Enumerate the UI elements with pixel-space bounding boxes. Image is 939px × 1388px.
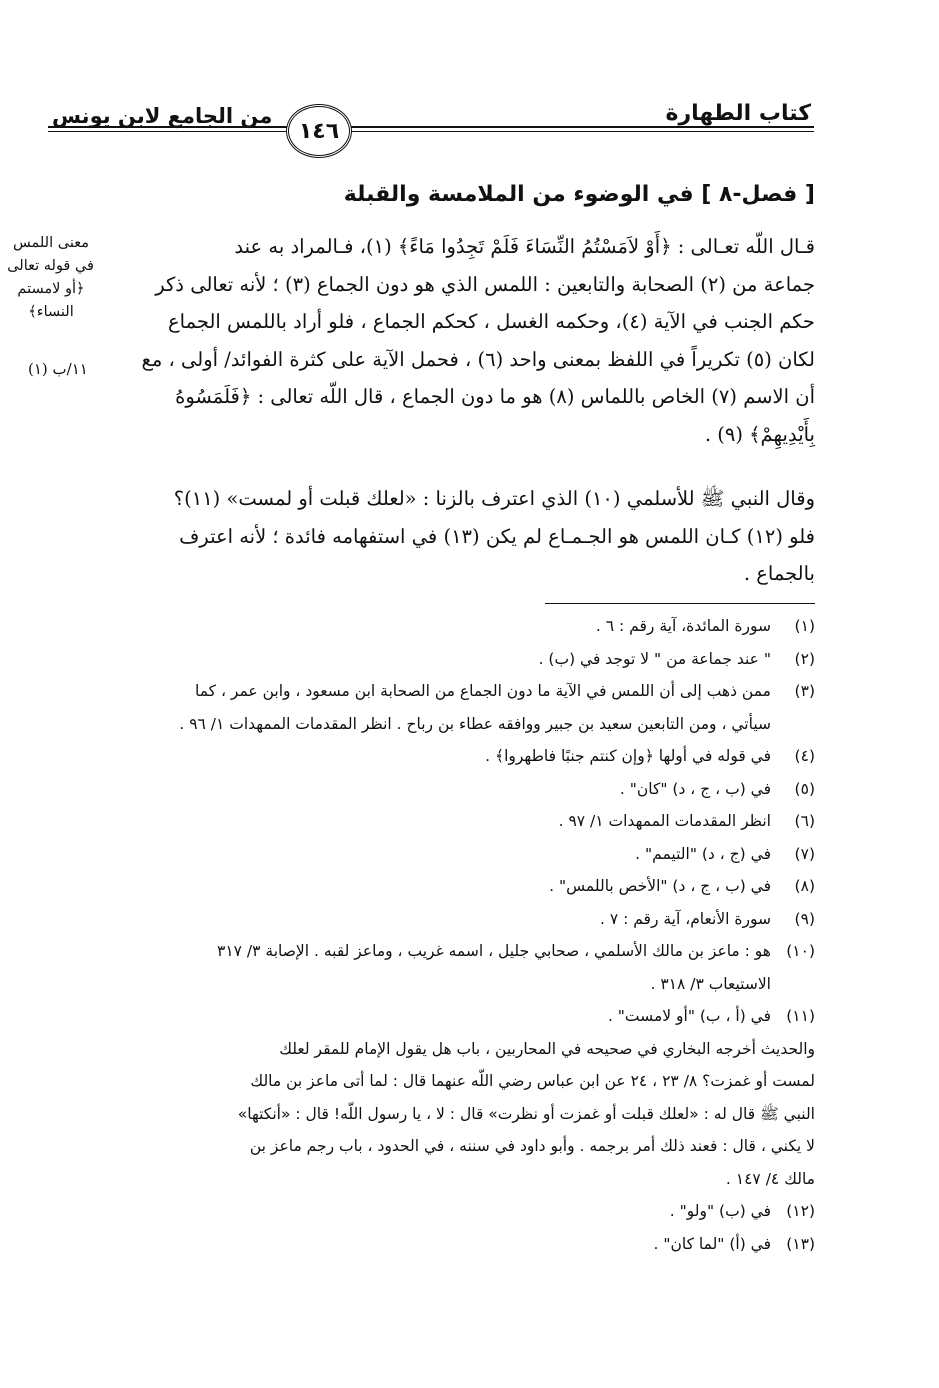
footnote-text: سورة الأنعام، آية رقم : ٧ . xyxy=(599,909,771,928)
footnote xyxy=(115,1195,815,1228)
footnote-text: في (ب ، ج ، د) "الأخص باللمس" . xyxy=(549,877,771,895)
text-line: جماعة من (٢) الصحابة والتابعين : اللمس الذي هو دون الجماع (٣) ؛ لأنه تعالى ذكر xyxy=(155,272,815,296)
text-line: حكم الجنب في الآية (٤)، وحكمه الغسل ، كحكم الجماع ، فلو أراد باللمس الجماع xyxy=(168,310,815,333)
footnote-text: سورة المائدة، آية رقم : ٦ . xyxy=(595,617,771,635)
footnote-number: (١١) xyxy=(786,1007,815,1025)
hadith-note-line: لا يكني ، قال : فعند ذلك أمر برجمه . وأبو داود في سننه ، في الحدود ، باب رجم ماعز بن xyxy=(249,1137,815,1155)
footnote-number: (٢) xyxy=(794,649,815,668)
page-number-medallion xyxy=(286,104,352,158)
footnotes xyxy=(115,610,815,1260)
hadith-note xyxy=(115,1033,815,1196)
chapter-header: كتاب الطهارة xyxy=(665,101,811,126)
footnote-text: في قوله في أولها ﴿وإن كنتم جنبًا فاطهروا﴾ . xyxy=(485,747,771,765)
footnote-text: في (أ) "لما كان" . xyxy=(653,1234,771,1253)
footnote xyxy=(115,675,815,740)
footnote-number: (٩) xyxy=(794,909,815,928)
footnote-number: (٧) xyxy=(794,844,815,863)
hadith-note-line: والحديث أخرجه البخاري في صحيحه في المحاربين ، باب هل يقول الإمام للمقر لعلك xyxy=(279,1039,815,1058)
footnote xyxy=(115,1228,815,1261)
body-paragraph-2 xyxy=(125,480,815,593)
footnote xyxy=(115,805,815,838)
text-line: أن الاسم (٧) الخاص باللماس (٨) هو ما دون الجماع ، قال اللّه تعالى : ﴿فَلَمَسُوهُ xyxy=(175,385,815,408)
footnote xyxy=(115,838,815,871)
footnote xyxy=(115,870,815,903)
text-line: لكان (٥) تكريراً في اللفظ بمعنى واحد (٦) ، فحمل الآية على كثرة الفوائد/ أولى ، مع xyxy=(141,347,815,371)
text-line: بِأَيْدِيهِمْ﴾ (٩) . xyxy=(704,422,815,446)
footnote-number: (١٠) xyxy=(786,942,815,960)
book-title-header: من الجامع لابن يونس xyxy=(52,104,273,128)
text-line: وقال النبي ﷺ للأسلمي (١٠) الذي اعترف بالزنا : «لعلك قبلت أو لمست» (١١)؟ xyxy=(173,487,815,510)
footnote-number: (٤) xyxy=(794,747,815,765)
footnote-number: (٦) xyxy=(794,812,815,830)
margin-note-line: النساء﴾ xyxy=(28,304,74,320)
text-line: فلو (١٢) كـان اللمس هو الجـمـاع لم يكن (١٣) في استفهامه فائدة ؛ لأنه اعترف xyxy=(179,524,815,548)
footnote-text: في (أ ، ب) "أو لامست" . xyxy=(607,1007,771,1025)
footnote-number: (٥) xyxy=(794,779,815,798)
footnote-text: في (ج ، د) "التيمم" . xyxy=(635,844,771,863)
footnote xyxy=(115,740,815,773)
footnote-text: " عند جماعة من " لا توجد في (ب) . xyxy=(538,649,771,668)
header-rule-thin xyxy=(48,131,814,132)
footnote xyxy=(115,773,815,806)
footnote xyxy=(115,903,815,936)
section-title: [ فصل-٨ ] في الوضوء من الملامسة والقبلة xyxy=(343,182,815,207)
footnote-number: (٨) xyxy=(794,877,815,895)
margin-note-line: معنى اللمس xyxy=(13,235,89,251)
text-line: قـال اللّه تعـالى : ﴿أَوْ لاَمَسْتُمُ النِّسَاءَ فَلَمْ تَجِدُوا مَاءً﴾ (١)، فـالمراد به عند xyxy=(234,235,815,258)
body-paragraph-1 xyxy=(125,228,815,453)
margin-note-line: ﴿أو لامستم xyxy=(17,281,85,297)
page-number: ١٤٦ xyxy=(298,118,340,144)
footnote xyxy=(115,643,815,676)
hadith-note-line: مالك ٤/ ١٤٧ . xyxy=(725,1169,815,1188)
footnote-text: هو : ماعز بن مالك الأسلمي ، صحابي جليل ، اسمه غريب ، وماعز لقبه . الإصابة ٣/ ٣١٧ xyxy=(217,942,771,960)
footnote-separator xyxy=(545,603,815,604)
hadith-note-line: النبي ﷺ قال له : «لعلك قبلت أو غمزت أو نظرت» قال : لا ، يا رسول اللّه! قال : «أنكتها» xyxy=(237,1104,815,1123)
footnote xyxy=(115,1000,815,1033)
footnote-text: في (ب ، ج ، د) "كان" . xyxy=(619,779,771,798)
footnote-text: الاستيعاب ٣/ ٣١٨ . xyxy=(650,974,771,993)
footnote-text: في (ب) "ولو" . xyxy=(669,1202,771,1220)
manuscript-folio-mark: ١١/ب (١) xyxy=(28,360,88,378)
margin-note-line: في قوله تعالى xyxy=(7,258,94,274)
footnote-number: (١٢) xyxy=(786,1202,815,1220)
hadith-note-line: لمست أو غمزت؟ ٨/ ٢٣ ، ٢٤ عن ابن عباس رضي اللّه عنهما قال : لما أتى ماعز بن مالك xyxy=(250,1072,815,1090)
footnote-number: (١٣) xyxy=(786,1234,815,1253)
footnote-text: ممن ذهب إلى أن اللمس في الآية ما دون الجماع من الصحابة ابن مسعود ، وابن عمر ، كما xyxy=(194,682,771,700)
header-rule xyxy=(48,126,814,128)
footnote-text: انظر المقدمات الممهدات ١/ ٩٧ . xyxy=(558,812,771,830)
footnote-number: (٣) xyxy=(794,682,815,700)
footnote-text: سيأتي ، ومن التابعين سعيد بن جبير ووافقه عطاء بن رباح . انظر المقدمات الممهدات ١/ ٩٦ . xyxy=(179,714,771,733)
footnote xyxy=(115,610,815,643)
text-line: بالجماع . xyxy=(743,562,815,585)
footnote xyxy=(115,935,815,1000)
footnote-number: (١) xyxy=(794,617,815,635)
margin-note xyxy=(8,232,94,324)
